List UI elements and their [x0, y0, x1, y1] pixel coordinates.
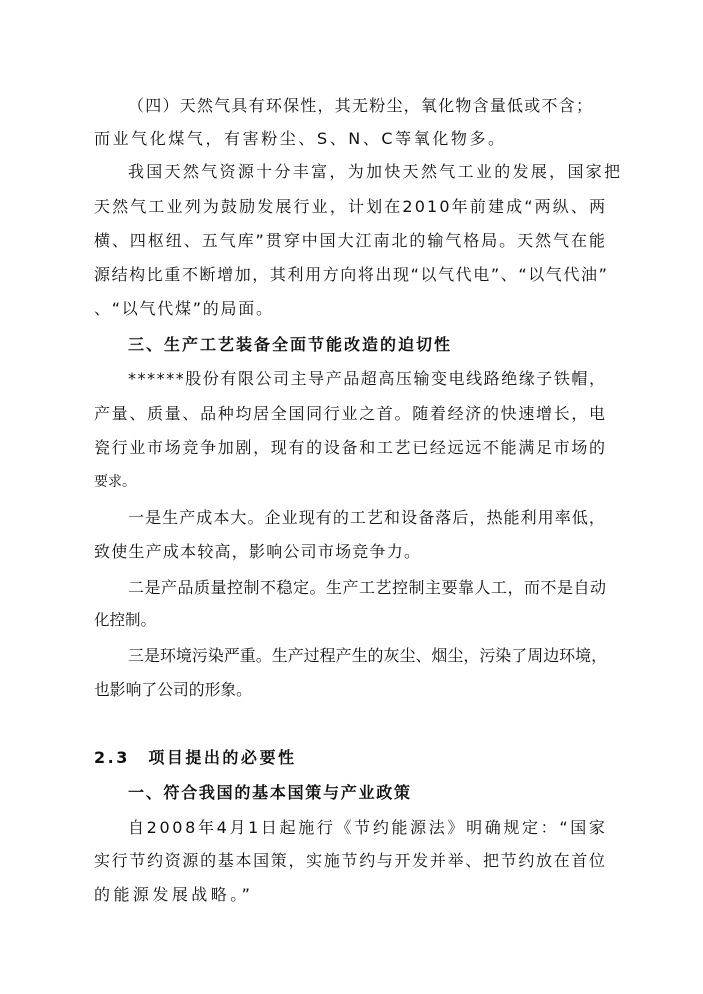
- paragraph-line: （四）天然气具有环保性，其无粉尘，氧化物含量低或不含；: [128, 96, 594, 115]
- paragraph-line: 二是产品质量控制不稳定。生产工艺控制主要靠人工，而不是自动: [128, 578, 607, 597]
- paragraph-line: 的能源发展战略。”: [94, 885, 254, 904]
- paragraph-line: 化控制。: [94, 611, 157, 629]
- section-heading: 三、生产工艺装备全面节能改造的迫切性: [128, 335, 453, 354]
- paragraph-line: ******股份有限公司主导产品超高压输变电线路绝缘子铁帽，: [128, 369, 607, 388]
- paragraph-line: 而业气化煤气，有害粉尘、S、N、C等氧化物多。: [94, 129, 507, 148]
- paragraph-line: 要求。: [94, 474, 136, 490]
- section-heading: 一、符合我国的基本国策与产业政策: [128, 783, 412, 802]
- paragraph-line: 自2008年4月1日起施行《节约能源法》明确规定：“国家: [128, 818, 608, 837]
- paragraph-line: 三是环境污染严重。生产过程产生的灰尘、烟尘，污染了周边环境，: [128, 646, 608, 665]
- paragraph-line: 一是生产成本大。企业现有的工艺和设备落后，热能利用率低，: [128, 508, 606, 527]
- paragraph-line: 实行节约资源的基本国策，实施节约与开发并举、把节约放在首位: [94, 851, 607, 870]
- paragraph-line: 源结构比重不断增加，其利用方向将出现“以气代电”、“以气代油”: [94, 265, 609, 284]
- paragraph-line: 产量、质量、品种均居全国同行业之首。随着经济的快速增长，电: [94, 404, 607, 423]
- paragraph-line: 也影响了公司的形象。: [94, 680, 252, 699]
- paragraph-line: 致使生产成本较高，影响公司市场竞争力。: [94, 542, 422, 561]
- paragraph-line: 瓷行业市场竞争加剧，现有的设备和工艺已经远远不能满足市场的: [94, 438, 607, 457]
- paragraph-line: 、“以气代煤”的局面。: [94, 299, 274, 318]
- paragraph-line: 我国天然气资源十分丰富，为加快天然气工业的发展，国家把: [128, 162, 623, 181]
- paragraph-line: 天然气工业列为鼓励发展行业，计划在2010年前建成“两纵、两: [94, 197, 608, 216]
- section-heading: 2.3 项目提出的必要性: [94, 748, 297, 767]
- paragraph-line: 横、四枢纽、五气库”贯穿中国大江南北的输气格局。天然气在能: [94, 231, 607, 250]
